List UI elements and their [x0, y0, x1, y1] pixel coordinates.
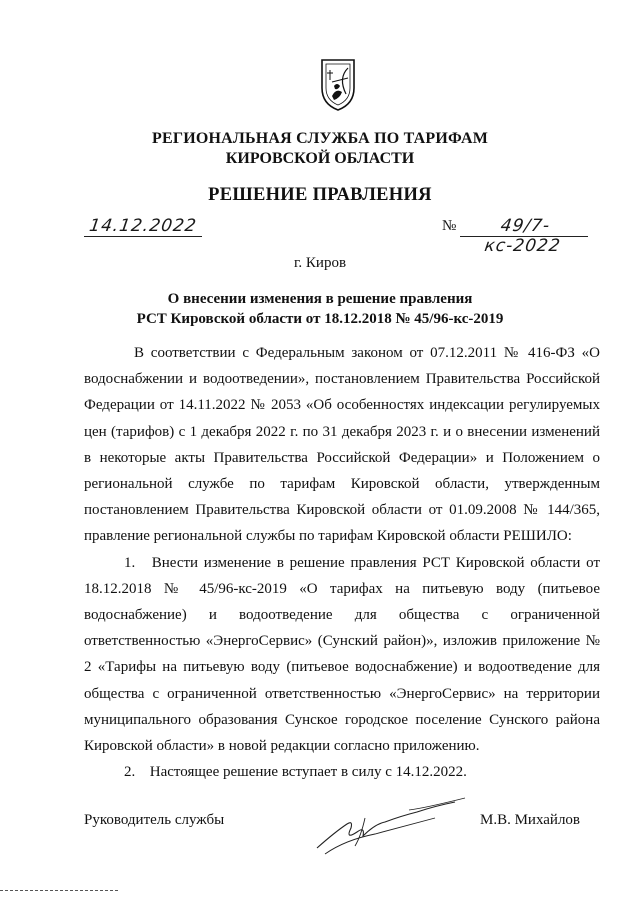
item-1-number: 1. [124, 554, 136, 571]
item-2 [84, 759, 600, 785]
org-name-line2: КИРОВСКОЙ ОБЛАСТИ [225, 150, 415, 167]
footer-rule [0, 890, 118, 891]
subject-line2: РСТ Кировской области от 18.12.2018 № 45/96-кс-2019 [136, 311, 504, 327]
coat-of-arms-icon [320, 58, 356, 112]
signatory-name: М.В. Михайлов [480, 812, 581, 828]
signatory-title: Руководитель службы [84, 812, 225, 828]
handwritten-signature [305, 796, 470, 858]
number-underline [460, 236, 588, 237]
org-name-line1: РЕГИОНАЛЬНАЯ СЛУЖБА ПО ТАРИФАМ [151, 130, 489, 147]
date-underline [84, 236, 202, 237]
document-number-value: 49/7-кс-2022 [483, 216, 562, 256]
document-date [86, 216, 200, 236]
city: г. Киров [293, 255, 347, 271]
item-1 [84, 550, 600, 760]
preamble-paragraph: В соответствии с Федеральным законом от 07.12.2011 № 416-ФЗ «О водоснабжении и водоотведении», постановлением Правительства Российской Федерации от 14.11.2022 № 2053 «Об особенностях индексации регулируемых цен (тарифов) с 1 декабря 2022 г. по 31 декабря 2023 г. и о внесении изменений в некоторые акты Правительства Российской Федерации» и Положением о региональной службе по тарифам Кировской области, утвержденным постановлением Правительства Кировской области от 01.09.2008 № 144/365, правление региональной службы по тарифам Кировской области РЕШИЛО: [84, 345, 600, 545]
item-2-number: 2. [124, 764, 136, 781]
number-sign: № [442, 218, 457, 234]
document-type-title: РЕШЕНИЕ ПРАВЛЕНИЯ [208, 185, 432, 205]
document-body [84, 340, 600, 785]
item-2-text: Настоящее решение вступает в силу с 14.12.2022. [149, 764, 467, 781]
document-date-value: 14.12.2022 [87, 216, 199, 236]
item-1-text: Внести изменение в решение правления РСТ Кировской области от 18.12.2018 № 45/96-кс-2019 «О тарифах на питьевую воду (питьевое водоснабжение) и водоотведение для общества с ограниченной ответственностью «ЭнергоСервис» (Сунский район)», изложив приложение № 2 «Тарифы на питьевую воду (питьевое водоснабжение) и водоотведение для общества с ограниченной ответственностью «ЭнергоСервис» на территории муниципального образования Сунское городское поселение Сунского района Кировской области» в новой редакции согласно приложению. [84, 554, 601, 755]
subject-line1: О внесении изменения в решение правления [167, 291, 473, 307]
